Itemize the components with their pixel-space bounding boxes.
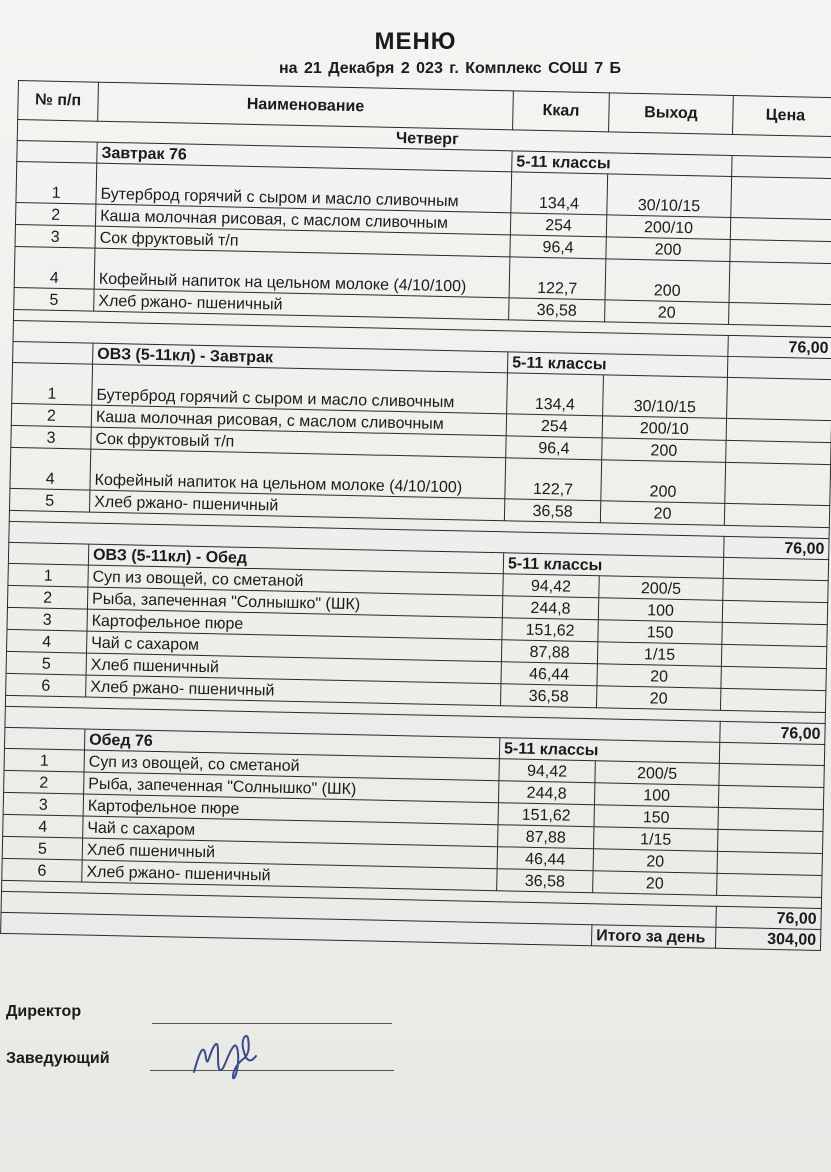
- section-price-cell: [723, 557, 828, 580]
- director-label: Директор: [6, 1003, 82, 1020]
- item-name: Бутерброд горячий с сыром и масло сливочным: [96, 163, 512, 213]
- section-num-cell: [17, 140, 97, 163]
- item-output: 150: [598, 620, 722, 645]
- col-name-header: Наименование: [98, 82, 514, 130]
- item-output: 200/10: [606, 215, 730, 240]
- item-kcal: 94,42: [499, 759, 595, 783]
- item-output: 20: [605, 300, 729, 325]
- item-output: 20: [597, 664, 721, 689]
- menu-table: [0, 80, 831, 951]
- item-price: [722, 622, 827, 646]
- item-number: 1: [8, 563, 88, 587]
- item-kcal: 134,4: [511, 172, 608, 215]
- item-kcal: 134,4: [507, 373, 604, 416]
- section-total-price: 76,00: [724, 536, 829, 559]
- item-kcal: 122,7: [509, 257, 606, 300]
- item-number: 4: [7, 629, 87, 653]
- item-price: [721, 644, 826, 668]
- item-price: [724, 503, 829, 527]
- page-subtitle: на 21 Декабря 2 023 г. Комплекс СОШ 7 Б: [278, 60, 622, 77]
- item-name: Хлеб ржано- пшеничный: [94, 289, 509, 320]
- item-price: [730, 217, 831, 241]
- item-output: 200/5: [595, 761, 719, 786]
- item-kcal: 96,4: [506, 436, 602, 460]
- item-kcal: 87,88: [501, 640, 597, 664]
- item-name: Хлеб ржано- пшеничный: [86, 675, 501, 706]
- section-price-cell: [719, 742, 824, 765]
- item-number: 5: [6, 651, 86, 675]
- item-number: 4: [14, 246, 95, 289]
- item-number: 1: [4, 748, 84, 772]
- section-price-cell: [732, 155, 831, 178]
- item-number: 3: [7, 607, 87, 631]
- item-number: 5: [9, 488, 89, 512]
- item-kcal: 244,8: [502, 596, 598, 620]
- item-number: 2: [7, 585, 87, 609]
- item-number: 6: [6, 673, 86, 697]
- item-number: 1: [16, 161, 97, 204]
- item-kcal: 46,44: [497, 847, 593, 871]
- menu-body: [1, 120, 831, 951]
- director-signature-line: [152, 1023, 392, 1024]
- section-total-price: 76,00: [716, 906, 821, 929]
- item-kcal: 244,8: [498, 781, 594, 805]
- col-kcal-header: Ккал: [513, 91, 610, 132]
- col-price-header: Цена: [733, 95, 831, 136]
- item-number: 4: [3, 814, 83, 838]
- item-output: 1/15: [597, 642, 721, 667]
- item-output: 200/10: [602, 416, 726, 441]
- section-title: Обед 76: [84, 729, 499, 759]
- col-out-header: Выход: [609, 93, 734, 135]
- item-output: 20: [596, 686, 720, 711]
- section-title: ОВЗ (5-11кл) - Завтрак: [93, 343, 508, 373]
- item-name: Сок фруктовый т/п: [91, 427, 506, 458]
- item-number: 2: [4, 770, 84, 794]
- item-number: 3: [11, 425, 91, 449]
- item-name: Рыба, запеченная "Солнышко" (ШК): [84, 772, 499, 803]
- item-kcal: 36,58: [504, 499, 600, 523]
- item-price: [720, 688, 825, 712]
- item-kcal: 94,42: [503, 574, 599, 598]
- item-output: 200: [606, 237, 730, 262]
- item-name: Чай с сахаром: [87, 631, 502, 662]
- item-kcal: 151,62: [502, 618, 598, 642]
- section-classes: 5-11 классы: [499, 738, 719, 764]
- item-number: 2: [11, 403, 91, 427]
- day-total-value: 304,00: [715, 927, 820, 950]
- section-num-cell: [13, 341, 93, 364]
- section-classes: 5-11 классы: [503, 553, 723, 579]
- item-price: [718, 829, 823, 853]
- item-price: [721, 666, 826, 690]
- item-kcal: 254: [510, 213, 606, 237]
- item-price: [717, 851, 822, 875]
- item-output: 20: [600, 501, 724, 526]
- item-price: [723, 578, 828, 602]
- section-num-cell: [8, 542, 88, 565]
- item-number: 1: [12, 362, 93, 405]
- item-name: Каша молочная рисовая, с маслом сливочным: [95, 204, 510, 235]
- item-output: 30/10/15: [603, 375, 728, 419]
- section-title: Завтрак 76: [97, 142, 512, 172]
- item-kcal: 36,58: [497, 869, 593, 893]
- item-price: [727, 377, 831, 420]
- item-name: Хлеб пшеничный: [86, 653, 501, 684]
- item-kcal: 46,44: [501, 662, 597, 686]
- section-classes: 5-11 классы: [507, 352, 727, 378]
- item-kcal: 254: [506, 414, 602, 438]
- item-price: [717, 873, 822, 897]
- item-name: Чай с сахаром: [83, 816, 498, 847]
- item-number: 5: [14, 287, 94, 311]
- item-number: 3: [3, 792, 83, 816]
- item-output: 200: [602, 438, 726, 463]
- item-price: [718, 785, 823, 809]
- item-name: Картофельное пюре: [87, 609, 502, 640]
- item-kcal: 36,58: [501, 684, 597, 708]
- item-name: Бутерброд горячий с сыром и масло сливочным: [92, 364, 508, 414]
- item-name: Хлеб ржано- пшеничный: [82, 860, 497, 891]
- item-number: 4: [10, 447, 91, 490]
- section-classes: 5-11 классы: [512, 151, 732, 177]
- item-price: [718, 807, 823, 831]
- item-output: 20: [593, 849, 717, 874]
- item-kcal: 151,62: [498, 803, 594, 827]
- item-name: Кофейный напиток на цельном молоке (4/10/100): [94, 248, 510, 298]
- section-price-cell: [727, 356, 831, 379]
- item-number: 6: [2, 858, 82, 882]
- section-num-cell: [4, 727, 84, 750]
- item-output: 30/10/15: [607, 174, 732, 218]
- item-price: [731, 176, 831, 219]
- item-price: [730, 239, 831, 263]
- item-price: [726, 418, 831, 442]
- day-total-label: Итого за день: [591, 925, 715, 949]
- item-price: [722, 600, 827, 624]
- item-output: 200: [605, 259, 730, 303]
- item-kcal: 87,88: [498, 825, 594, 849]
- item-kcal: 96,4: [510, 235, 606, 259]
- item-output: 150: [594, 805, 718, 830]
- item-kcal: 122,7: [505, 458, 602, 501]
- item-number: 5: [2, 836, 82, 860]
- item-name: Картофельное пюре: [83, 794, 498, 825]
- item-number: 2: [15, 202, 95, 226]
- section-total-price: 76,00: [720, 721, 825, 744]
- section-title: ОВЗ (5-11кл) - Обед: [88, 544, 503, 574]
- item-price: [719, 763, 824, 787]
- item-number: 3: [15, 224, 95, 248]
- item-name: Сок фруктовый т/п: [95, 226, 510, 257]
- section-total-price: 76,00: [728, 335, 831, 358]
- item-name: Хлеб ржано- пшеничный: [89, 490, 504, 521]
- item-output: 200: [601, 460, 726, 504]
- item-price: [726, 440, 831, 464]
- item-output: 200/5: [599, 576, 723, 601]
- item-kcal: 36,58: [509, 298, 605, 322]
- manager-signature: [190, 1030, 280, 1090]
- col-num-header: № п/п: [18, 81, 99, 122]
- item-name: Хлеб пшеничный: [82, 838, 497, 869]
- day-label: Четверг: [17, 120, 831, 158]
- item-output: 1/15: [594, 827, 718, 852]
- item-name: Каша молочная рисовая, с маслом сливочным: [91, 405, 506, 436]
- item-name: Рыба, запеченная "Солнышко" (ШК): [87, 587, 502, 618]
- page-title: МЕНЮ: [374, 28, 457, 55]
- item-name: Кофейный напиток на цельном молоке (4/10/100): [90, 449, 506, 499]
- item-output: 100: [598, 598, 722, 623]
- manager-label: Заведующий: [6, 1050, 110, 1067]
- item-output: 20: [593, 871, 717, 896]
- item-price: [729, 261, 831, 304]
- item-price: [729, 302, 831, 326]
- item-price: [725, 462, 831, 505]
- item-name: Суп из овощей, со сметаной: [84, 750, 499, 781]
- item-name: Суп из овощей, со сметаной: [88, 565, 503, 596]
- item-output: 100: [594, 783, 718, 808]
